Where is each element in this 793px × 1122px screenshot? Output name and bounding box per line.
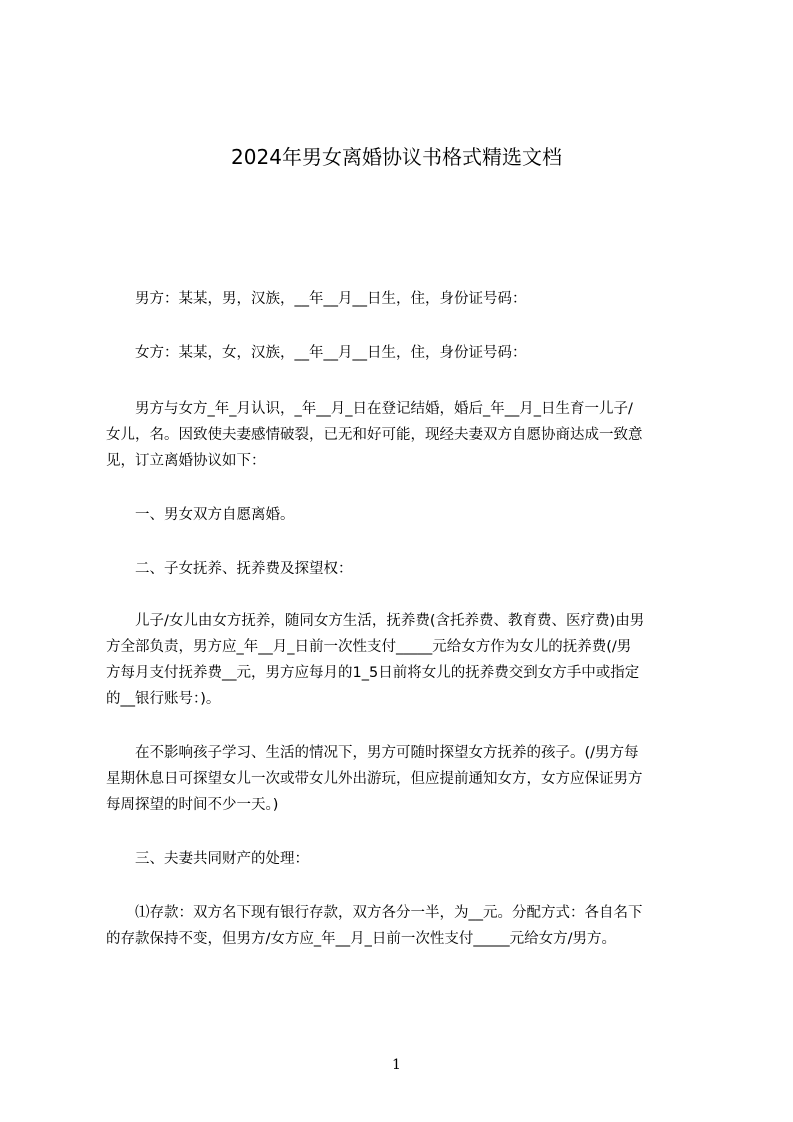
text-line: 每周探望的时间不少一天。) (106, 797, 279, 813)
document-title: 2024年男女离婚协议书格式精选文档 (231, 145, 562, 169)
wife-info (106, 340, 706, 366)
text-line: 的存款保持不变，但男方/女方应_年__月_日前一次性支付_____元给女方/男方。 (106, 931, 617, 947)
section-two-heading (106, 556, 706, 582)
visitation-paragraph (106, 740, 706, 818)
text-line: 的__银行账号：)。 (106, 691, 221, 707)
savings-paragraph (106, 900, 706, 952)
text-line: 一、男女双方自愿离婚。 (106, 507, 295, 523)
custody-paragraph (106, 608, 706, 712)
text-line: 女儿，名。因致使夫妻感情破裂，已无和好可能，现经夫妻双方自愿协商达成一致意 (106, 427, 643, 443)
text-line: 见，订立离婚协议如下： (106, 453, 266, 469)
text-line: 方全部负责，男方应_年__月_日前一次性支付_____元给女方作为女儿的抚养费(/男 (106, 639, 632, 655)
text-line: 男方与女方_年_月认识，_年__月_日在登记结婚，婚后_年__月_日生育一儿子/ (106, 401, 633, 417)
text-line: 儿子/女儿由女方抚养，随同女方生活，抚养费(含托养费、教育费、医疗费)由男 (106, 613, 645, 629)
text-line: 三、夫妻共同财产的处理： (106, 851, 309, 867)
text-line: 男方：某某，男，汉族，__年__月__日生，住，身份证号码： (106, 291, 527, 307)
section-one-heading (106, 502, 706, 528)
text-line: 在不影响孩子学习、生活的情况下，男方可随时探望女方抚养的孩子。(/男方每 (106, 745, 639, 761)
husband-info (106, 286, 706, 312)
section-three-heading (106, 846, 706, 872)
text-line: 女方：某某，女，汉族，__年__月__日生，住，身份证号码： (106, 345, 527, 361)
text-line: 星期休息日可探望女儿一次或带女儿外出游玩，但应提前通知女方，女方应保证男方 (106, 771, 643, 787)
text-line: ⑴存款：双方名下现有银行存款，双方各分一半，为__元。分配方式：各自名下 (106, 905, 643, 921)
page-number: 1 (392, 1057, 401, 1073)
text-line: 二、子女抚养、抚养费及探望权： (106, 561, 353, 577)
intro-paragraph (106, 396, 706, 474)
text-line: 方每月支付抚养费__元，男方应每月的1_5日前将女儿的抚养费交到女方手中或指定 (106, 665, 640, 681)
